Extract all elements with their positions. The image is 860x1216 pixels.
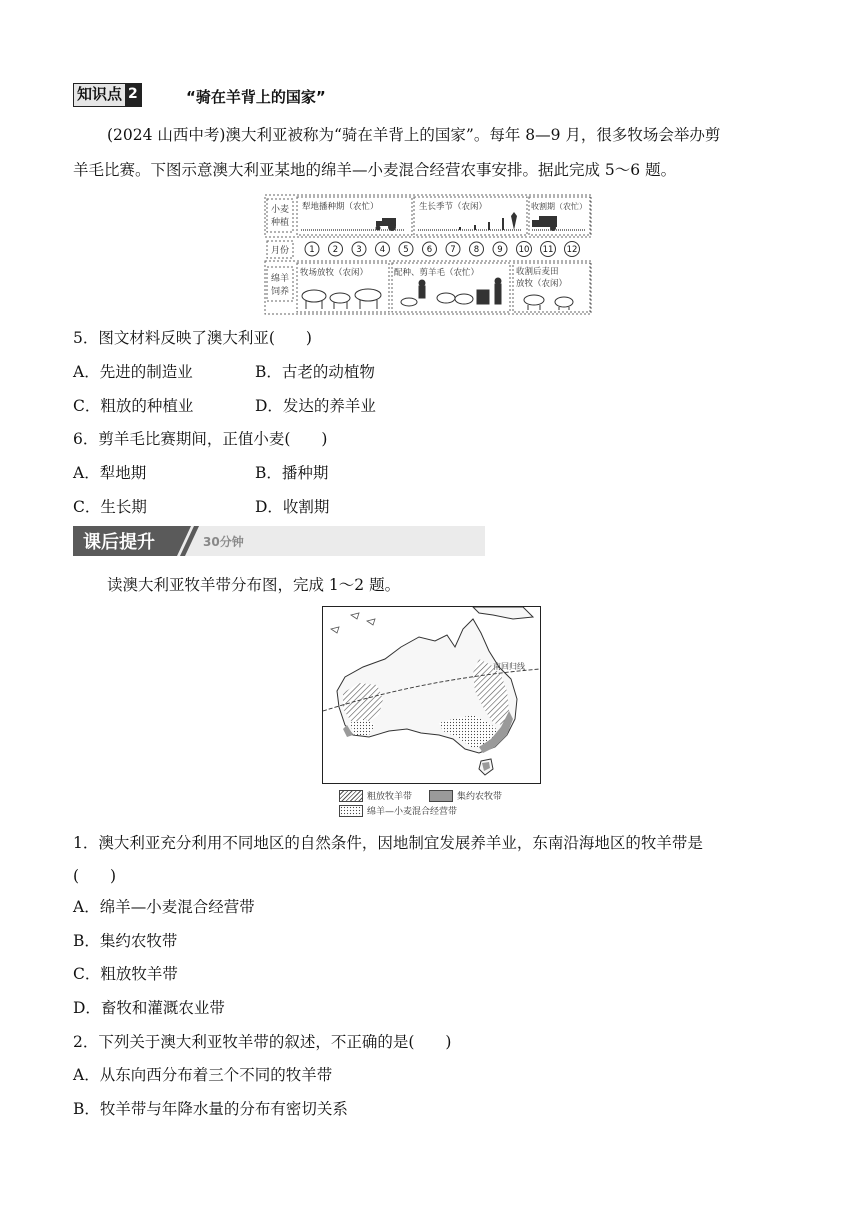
knowledge-point-title: “骑在羊背上的国家” (186, 88, 326, 106)
month-2: 2 (332, 245, 339, 255)
q2-option-b: B．牧羊带与年降水量的分布有密切关系 (73, 1100, 348, 1118)
month-row-label: 月份 (270, 246, 290, 256)
section-banner (73, 526, 485, 556)
wheat-row-label-1: 小麦 (270, 205, 290, 215)
sheep-period-field-1: 收割后麦田 (516, 267, 559, 277)
q5-option-c: C．粗放的种植业 (73, 397, 194, 415)
knowledge-point-badge (73, 83, 142, 107)
q1-option-d: D．畜牧和灌溉农业带 (73, 999, 225, 1017)
q6-option-c: C．生长期 (73, 498, 147, 516)
question-6: 6．剪羊毛比赛期间，正值小麦( ) (73, 430, 328, 448)
intro-line-2: 羊毛比赛。下图示意澳大利亚某地的绵羊—小麦混合经营农事安排。据此完成 5～6 题。 (73, 161, 677, 179)
farming-calendar-diagram (264, 194, 592, 315)
q1-option-a: A．绵羊—小麦混合经营带 (73, 898, 255, 916)
sheep-period-grazing: 牧场放牧（农闲） (300, 268, 369, 278)
knowledge-point-number: 2 (125, 84, 141, 106)
sheep-row-label-1: 绵羊 (270, 274, 290, 284)
knowledge-point-label: 知识点 (77, 85, 123, 103)
month-9: 9 (497, 245, 503, 255)
wheat-period-harvest: 收割期（农忙） (531, 202, 587, 211)
month-4: 4 (379, 245, 386, 255)
new-guinea (473, 607, 533, 619)
map-legend (339, 788, 539, 820)
legend-swatch-wheat-sheep (339, 805, 363, 817)
tractor-icon (376, 218, 397, 231)
legend-swatch-extensive (339, 790, 363, 802)
q5-option-a: A．先进的制造业 (73, 363, 193, 381)
q6-option-b: B．播种期 (255, 464, 329, 482)
shearing-icon (401, 278, 501, 306)
section-banner-title: 课后提升 (83, 532, 155, 553)
question-5: 5．图文材料反映了澳大利亚( ) (73, 329, 312, 347)
sheep-period-field-2: 放牧（农闲） (516, 279, 568, 289)
q6-option-a: A．犁地期 (73, 464, 147, 482)
q2-option-a: A．从东向西分布着三个不同的牧羊带 (73, 1066, 333, 1084)
legend-intensive: 集约农牧带 (457, 792, 503, 802)
legend-extensive: 粗放牧羊带 (367, 792, 413, 802)
q5-option-d: D．发达的养羊业 (255, 397, 376, 415)
month-6: 6 (426, 245, 433, 255)
legend-wheat-sheep: 绵羊—小麦混合经营带 (367, 807, 458, 817)
question-1-line-1: 1．澳大利亚充分利用不同地区的自然条件，因地制宜发展养羊业，东南沿海地区的牧羊带是 (73, 834, 703, 852)
month-5: 5 (403, 245, 409, 255)
wheat-period-plowing: 犁地播种期（农忙） (302, 202, 379, 212)
wheat-period-growing: 生长季节（农闲） (419, 202, 488, 212)
map-intro: 读澳大利亚牧羊带分布图，完成 1～2 题。 (107, 576, 401, 594)
section-banner-time: 30分钟 (203, 535, 244, 549)
question-1-line-2: ( ) (73, 867, 117, 885)
q1-option-c: C．粗放牧羊带 (73, 965, 178, 983)
month-8: 8 (473, 245, 480, 255)
tropic-label: 南回归线 (493, 662, 525, 671)
month-10: 10 (518, 245, 530, 255)
australia-sheep-belt-map (322, 606, 541, 784)
legend-swatch-intensive (429, 790, 453, 802)
sheep-grazing-icon (524, 295, 573, 310)
month-1: 1 (309, 245, 315, 255)
wheat-row-label-2: 种植 (270, 218, 290, 228)
month-circles (305, 242, 580, 257)
q1-option-b: B．集约农牧带 (73, 932, 178, 950)
month-7: 7 (450, 245, 456, 255)
livestock-icon (302, 289, 381, 309)
harvester-icon (532, 216, 557, 231)
sheep-period-shearing: 配种、剪羊毛（农忙） (394, 268, 480, 278)
month-3: 3 (356, 245, 362, 255)
sheep-row-label-2: 饲养 (270, 287, 290, 297)
question-2: 2．下列关于澳大利亚牧羊带的叙述，不正确的是( ) (73, 1033, 452, 1051)
wheat-growth-icon (459, 212, 517, 230)
intro-line-1: (2024 山西中考)澳大利亚被称为“骑在羊背上的国家”。每年 8—9 月，很多牧场会举办剪 (107, 126, 721, 144)
month-12: 12 (566, 245, 578, 255)
q5-option-b: B．古老的动植物 (255, 363, 375, 381)
month-11: 11 (542, 245, 554, 255)
q6-option-d: D．收割期 (255, 498, 330, 516)
